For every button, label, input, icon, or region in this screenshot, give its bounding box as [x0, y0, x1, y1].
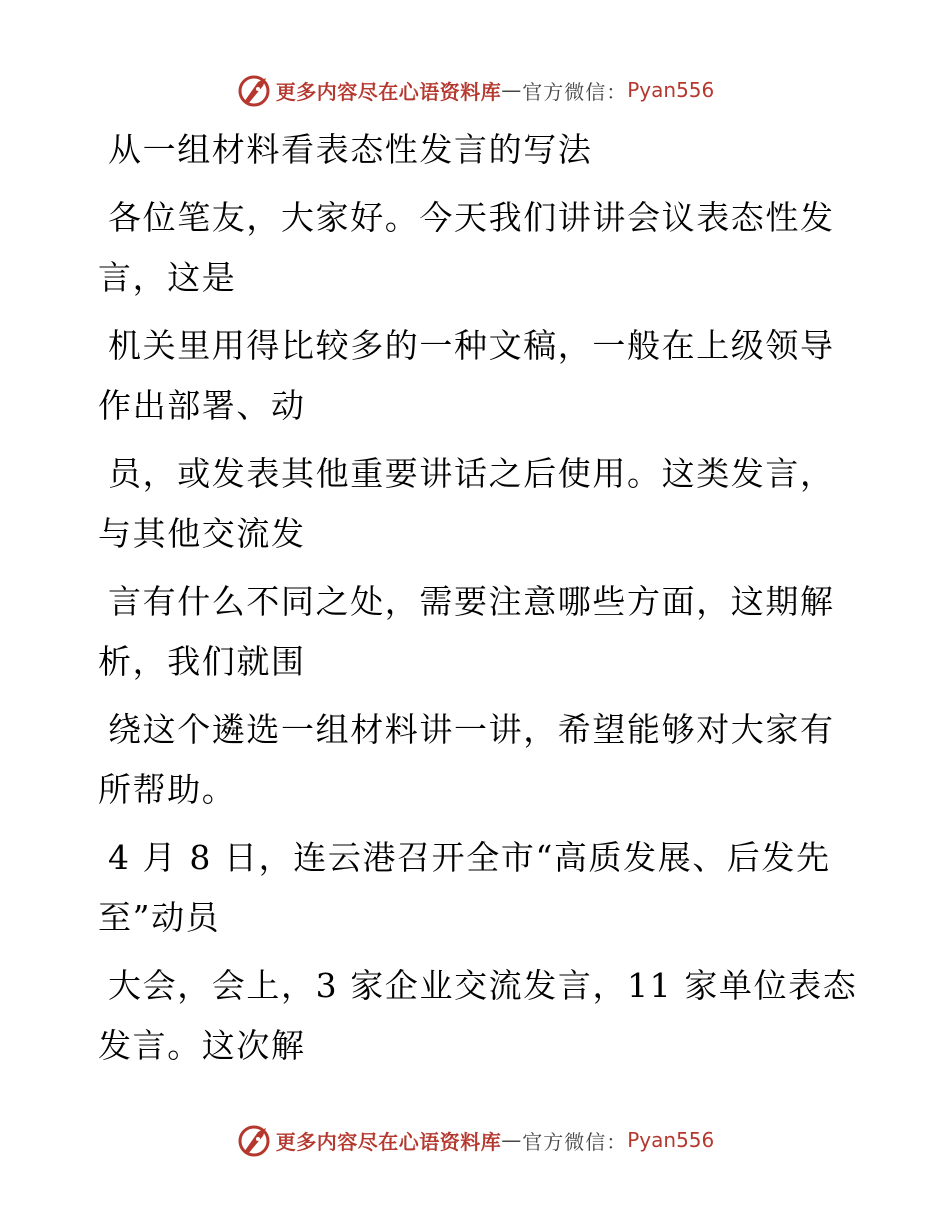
banner-separator: — — [501, 78, 523, 102]
paragraph: 大会，会上，3 家企业交流发言，11 家单位表态 发言。这次解 — [98, 966, 858, 1065]
banner-official-label: 官方微信： — [522, 79, 628, 104]
pen-nib-logo-icon — [236, 72, 272, 108]
banner-brand-text: 更多内容尽在心语资料库 — [275, 1129, 502, 1154]
banner-separator: — — [501, 1128, 523, 1152]
paragraph: 4 月 8 日，连云港召开全市“高质发展、后发先 至”动员 — [98, 838, 831, 937]
banner-wechat-id: Pyan556 — [627, 1128, 715, 1152]
footer-banner — [0, 1120, 950, 1160]
document-body — [98, 120, 858, 1076]
document-title: 从一组材料看表态性发言的写法 — [108, 130, 593, 169]
pen-nib-logo-icon — [236, 1122, 272, 1158]
paragraph: 机关里用得比较多的一种文稿，一般在上级领导 作出部署、动 — [98, 326, 835, 425]
paragraph: 言有什么不同之处，需要注意哪些方面，这期解 析，我们就围 — [98, 582, 835, 681]
banner-brand-text: 更多内容尽在心语资料库 — [275, 79, 502, 104]
header-banner — [0, 70, 950, 110]
paragraph: 各位笔友，大家好。今天我们讲讲会议表态性发 言，这是 — [98, 198, 835, 297]
paragraph: 绕这个遴选一组材料讲一讲，希望能够对大家有 所帮助。 — [98, 710, 835, 809]
banner-official-label: 官方微信： — [522, 1129, 628, 1154]
banner-wechat-id: Pyan556 — [627, 78, 715, 102]
paragraph: 员，或发表其他重要讲话之后使用。这类发言， 与其他交流发 — [98, 454, 835, 553]
